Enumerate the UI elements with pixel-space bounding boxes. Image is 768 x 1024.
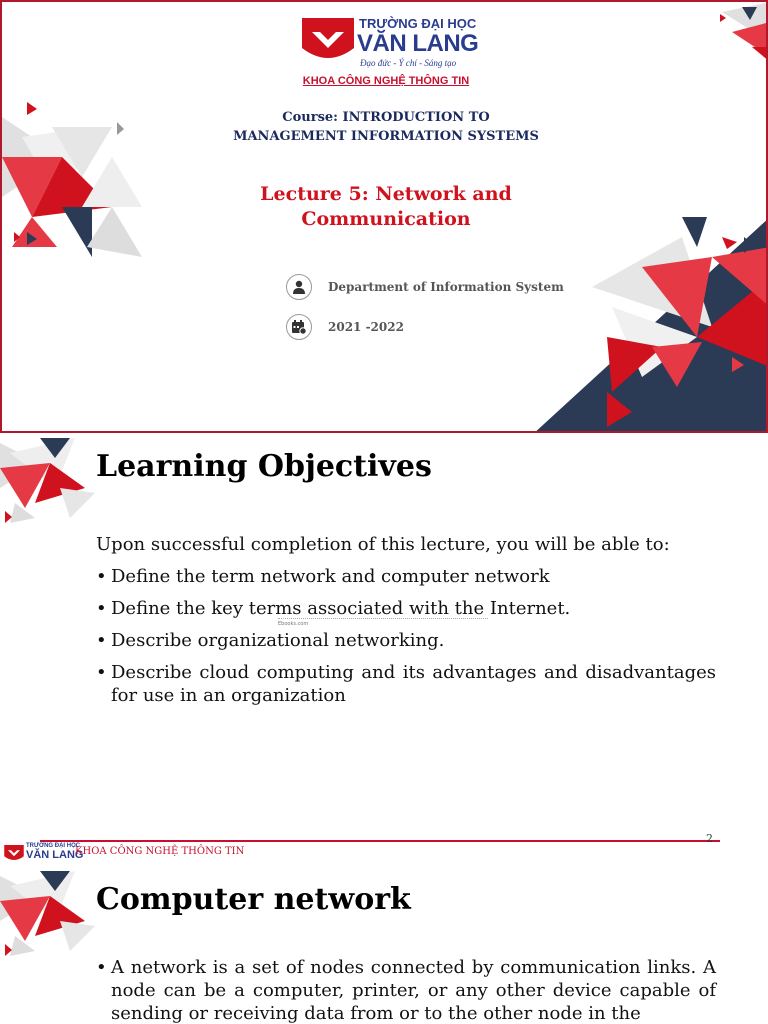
slide3-corner-decoration (0, 866, 100, 961)
watermark-line (278, 618, 488, 620)
page-number: 2 (706, 832, 713, 845)
year-row (286, 314, 404, 340)
year-text: 2021 -2022 (328, 320, 404, 334)
department-text: Department of Information System (328, 280, 564, 294)
logo-tagline: Đạo đức - Ý chí - Sáng tạo (360, 58, 457, 68)
list-item: • Define the key terms associated with the Internet. (96, 597, 716, 620)
title-slide (0, 0, 768, 433)
faculty-name: KHOA CÔNG NGHỆ THÔNG TIN (302, 75, 470, 87)
list-item: • Describe organizational networking. (96, 629, 716, 652)
lecture-title (2, 182, 768, 232)
course-line-1: Course: INTRODUCTION TO (282, 110, 490, 125)
learning-objectives-slide (0, 433, 768, 838)
footer-logo-line2: VĂN LANG (26, 849, 84, 861)
network-body (96, 956, 716, 1024)
computer-network-slide (0, 866, 768, 1024)
network-list (96, 956, 716, 1024)
course-line-2: MANAGEMENT INFORMATION SYSTEMS (233, 129, 539, 144)
footer-shield-icon (4, 845, 24, 863)
shield-logo-icon (302, 18, 354, 66)
calendar-icon (286, 314, 312, 340)
footer-faculty: KHOA CÔNG NGHỆ THÔNG TIN (75, 846, 245, 857)
logo-name: VĂN LANG (357, 30, 479, 57)
watermark-text: Ebooks.com (278, 621, 309, 627)
slide2-corner-decoration (0, 433, 100, 528)
lecture-line-1: Lecture 5: Network and (260, 183, 512, 205)
bottom-right-triangle-decoration (522, 217, 768, 433)
list-item: • Describe cloud computing and its advantages and disadvantages for use in an organization (96, 661, 716, 707)
footer-logo-line1: TRƯỜNG ĐẠI HỌC (26, 843, 81, 849)
person-icon (286, 274, 312, 300)
top-right-triangle-decoration (712, 2, 768, 72)
logo-university-line: TRƯỜNG ĐẠI HỌC (359, 16, 477, 31)
department-row (286, 274, 564, 300)
footer-divider (40, 840, 720, 842)
slide2-title: Learning Objectives (96, 449, 432, 484)
list-item: • Define the term network and computer network (96, 565, 716, 588)
lecture-line-2: Communication (301, 208, 471, 230)
footer-logo (4, 843, 84, 865)
slide3-title: Computer network (96, 882, 411, 917)
objectives-body (96, 533, 716, 707)
objectives-intro: Upon successful completion of this lecture, you will be able to: (96, 534, 670, 555)
course-title (2, 108, 768, 146)
list-item: • A network is a set of nodes connected by communication links. A node can be a computer, printer, or any other device capable of sending or receiving data from or to the other node in the (96, 956, 716, 1024)
objectives-list (96, 565, 716, 707)
